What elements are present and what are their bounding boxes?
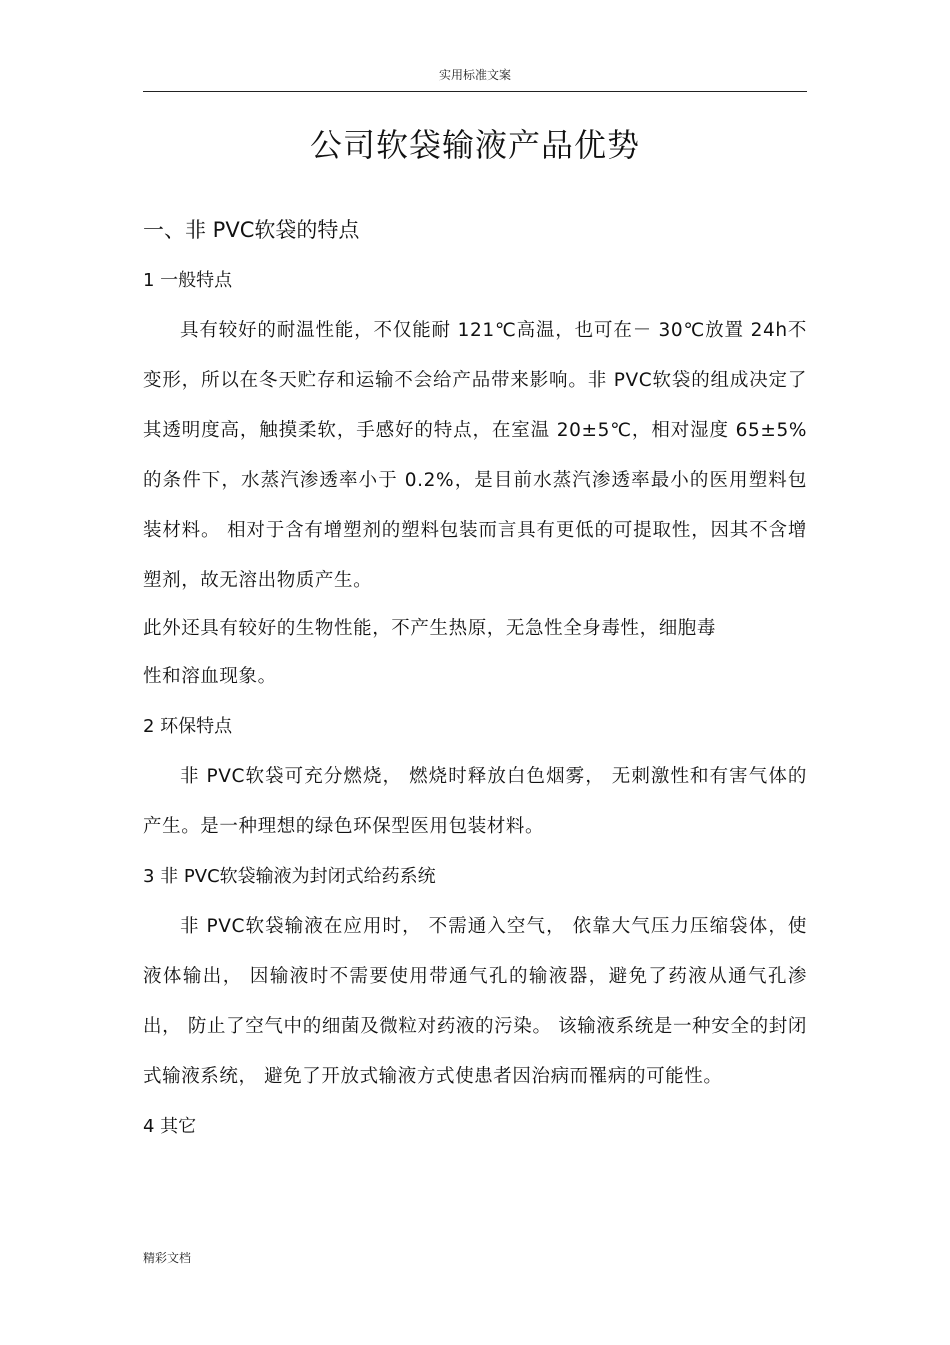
page-header: 实用标准文案 [438, 68, 511, 82]
paragraph-general: 具有较好的耐温性能，不仅能耐 121℃高温，也可在－ 30℃放置 24h不变形，所以在冬天贮存和运输不会给产品带来影响。非 PVC软袋的组成决定了其透明度高，触摸柔软，手感好的特点，在室温 20±5℃，相对湿度 65±5%的条件下，水蒸汽渗透率小于 0.2%，是目前水蒸汽渗透率最小的医用塑料包装材料。 相对于含有增塑剂的塑料包装而言具有更低的可提取性，因其不含增塑剂，故无溶出物质产生。 [143, 320, 807, 591]
section-heading-1: 一、非 PVC软袋的特点 [143, 218, 360, 242]
subsection-heading-general: 1 一般特点 [143, 270, 233, 291]
subsection-heading-other: 4 其它 [143, 1116, 197, 1137]
paragraph-general-cont-1: 此外还具有较好的生物性能，不产生热原，无急性全身毒性，细胞毒 [143, 618, 717, 639]
header-rule [143, 91, 807, 92]
paragraph-environment: 非 PVC软袋可充分燃烧， 燃烧时释放白色烟雾， 无刺激性和有害气体的产生。是一种理想的绿色环保型医用包装材料。 [143, 766, 807, 837]
page-footer: 精彩文档 [143, 1251, 192, 1265]
paragraph-closed-system: 非 PVC软袋输液在应用时， 不需通入空气， 依靠大气压力压缩袋体，使液体输出， 因输液时不需要使用带通气孔的输液器，避免了药液从通气孔渗出， 防止了空气中的细菌及微粒对药液的污染。 该输液系统是一种安全的封闭式输液系统， 避免了开放式输液方式使患者因治病而罹病的可能性。 [143, 916, 807, 1087]
document-title: 公司软袋输液产品优势 [309, 126, 640, 164]
document-body [143, 210, 807, 1152]
subsection-heading-environment: 2 环保特点 [143, 716, 233, 737]
paragraph-general-cont-2: 性和溶血现象。 [143, 666, 277, 687]
subsection-heading-closed-system: 3 非 PVC软袋输液为封闭式给药系统 [143, 866, 436, 887]
